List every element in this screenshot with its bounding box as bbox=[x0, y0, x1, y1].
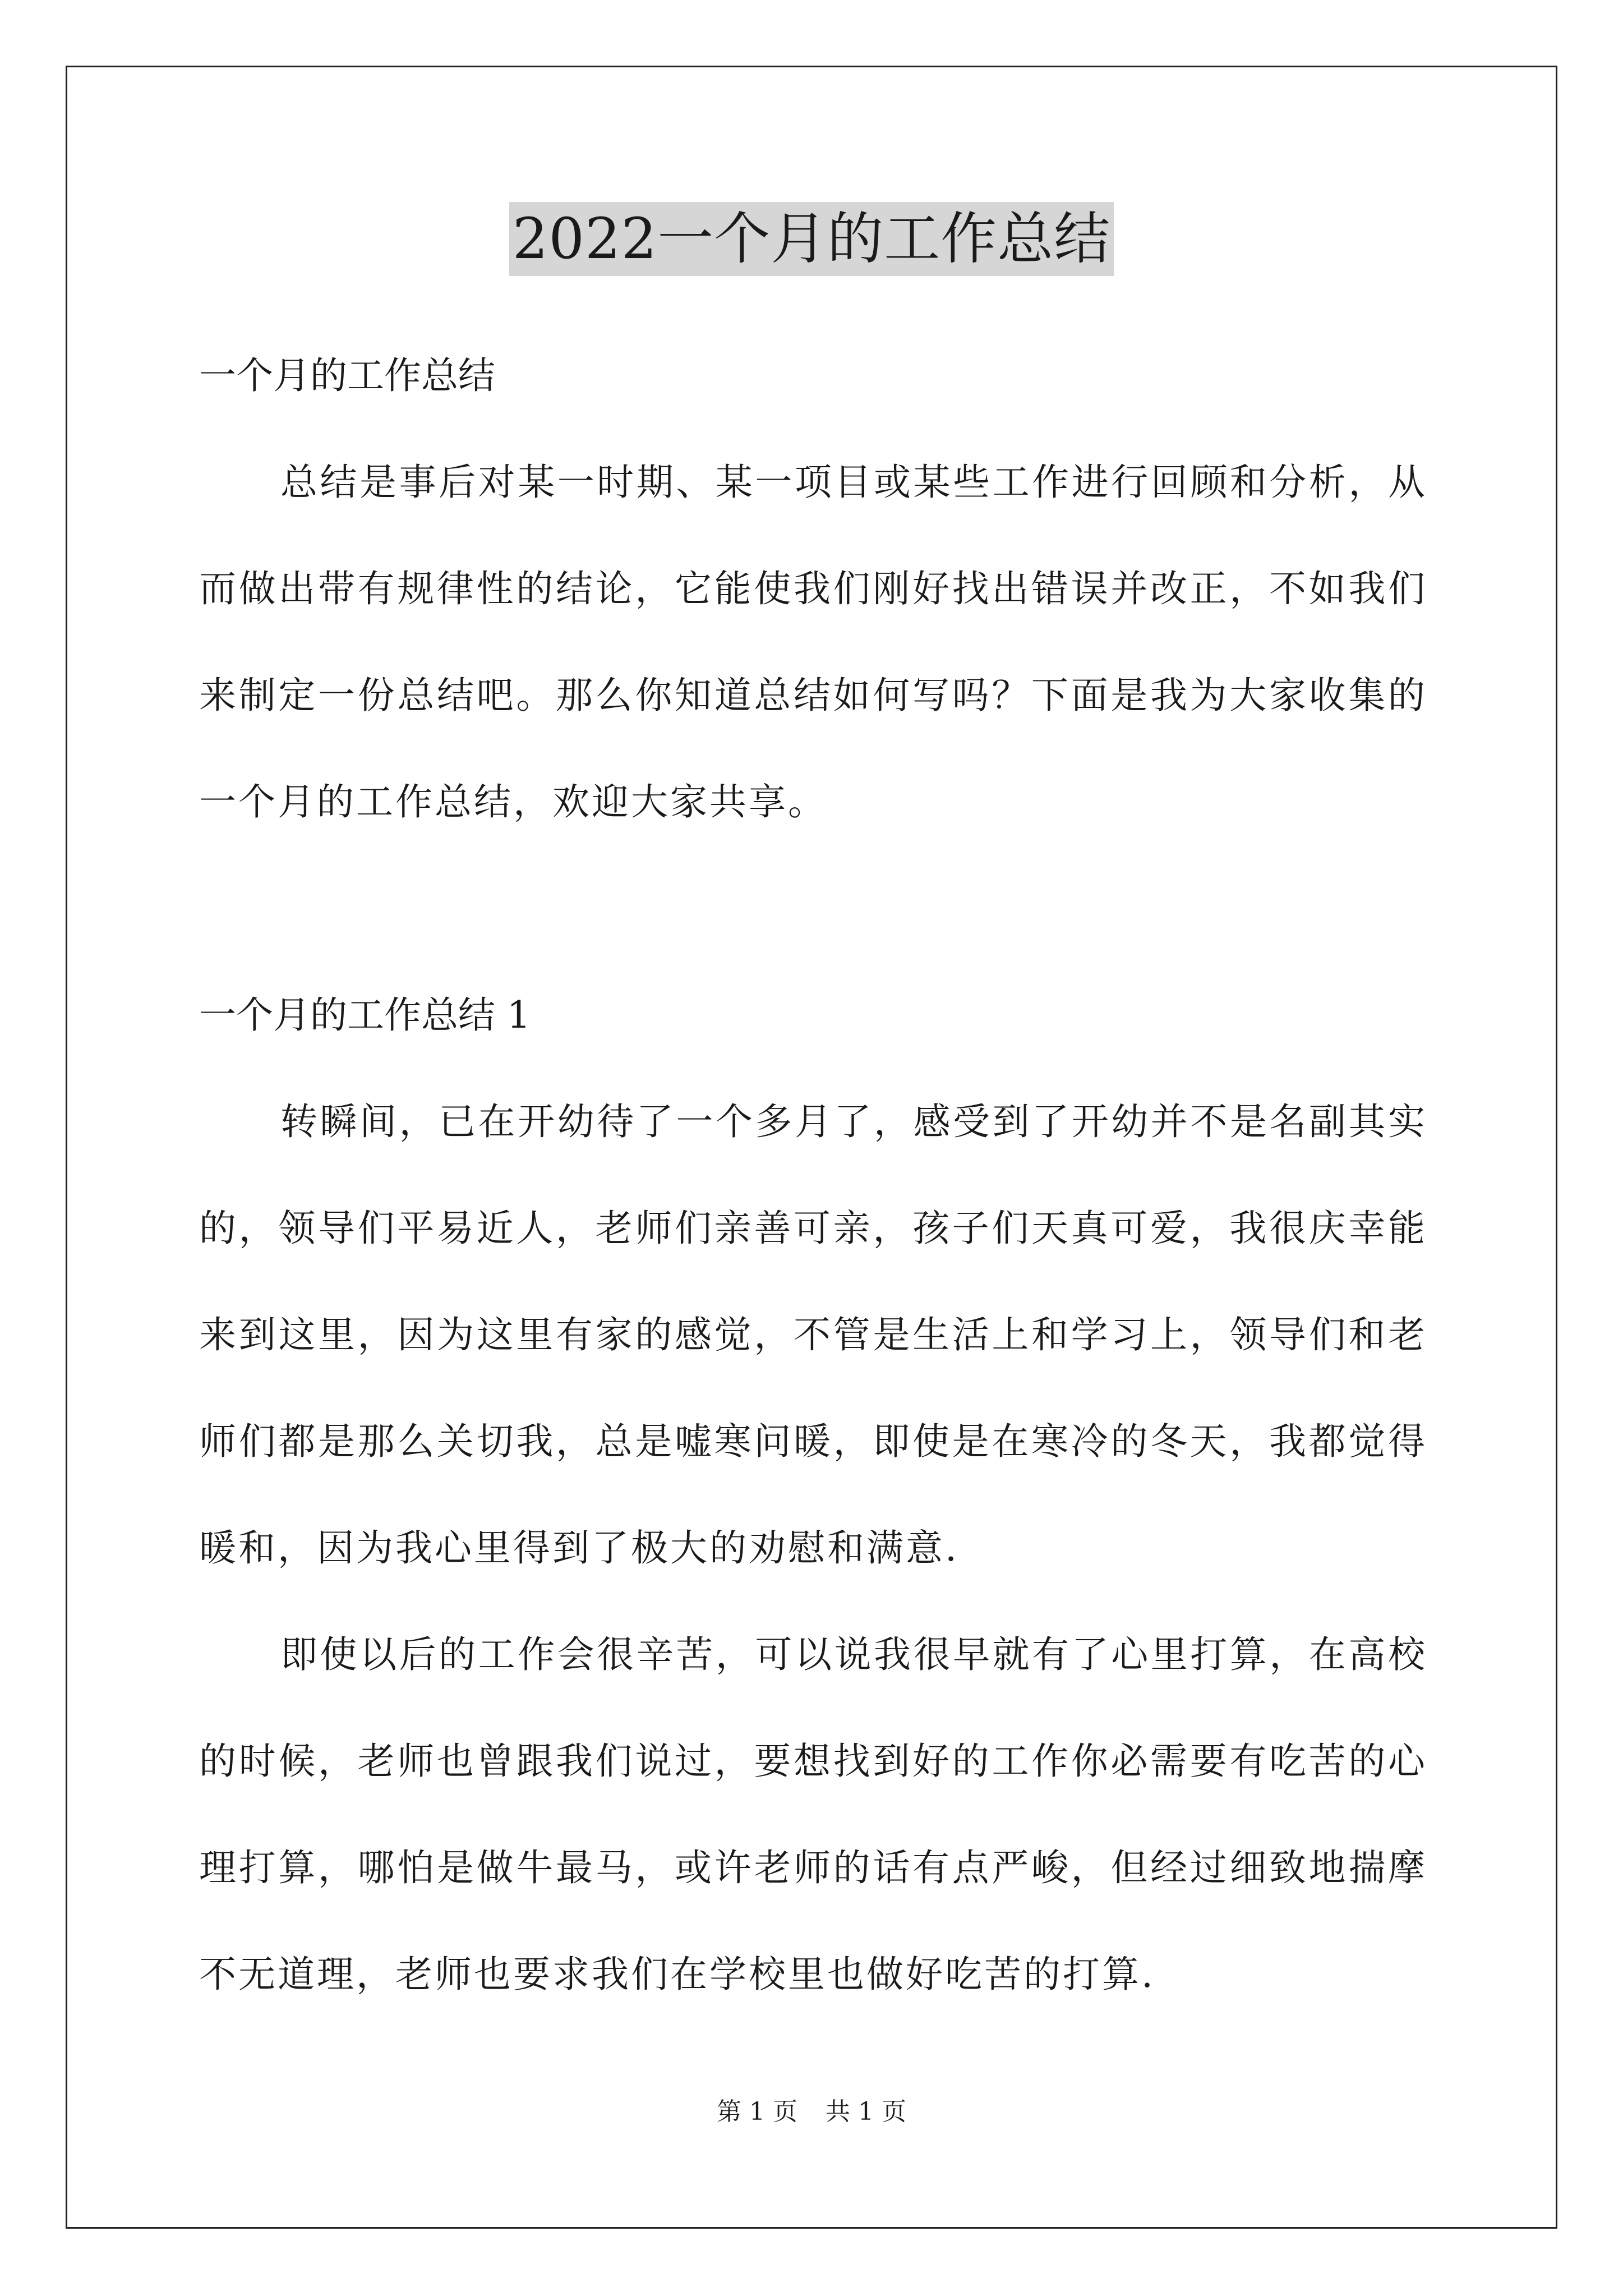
page-number: 第 1 页 bbox=[717, 2097, 797, 2126]
section1-paragraph-2: 即使以后的工作会很辛苦，可以说我很早就有了心里打算，在高校的时候，老师也曾跟我们说过，要想找到好的工作你必需要有吃苦的心理打算，哪怕是做牛最马，或许老师的话有点严峻，但经过细致地揣摩不无道理，老师也要求我们在学校里也做好吃苦的打算. bbox=[199, 1633, 1427, 1996]
page-total: 共 1 页 bbox=[826, 2097, 906, 2126]
section1-heading: 一个月的工作总结 1 bbox=[199, 993, 531, 1037]
intro-paragraph: 总结是事后对某一时期、某一项目或某些工作进行回顾和分析，从而做出带有规律性的结论，它能使我们刚好找出错误并改正，不如我们来制定一份总结吧。那么你知道总结如何写吗？下面是我为大家收集的一个月的工作总结，欢迎大家共享。 bbox=[199, 461, 1427, 823]
document-title-text: 2022一个月的工作总结 bbox=[509, 202, 1114, 276]
section-spacer bbox=[199, 855, 1427, 962]
section1-paragraph-1: 转瞬间，已在开幼待了一个多月了，感受到了开幼并不是名副其实的，领导们平易近人，老师们亲善可亲，孩子们天真可爱，我很庆幸能来到这里，因为这里有家的感觉，不管是生活上和学习上，领导们和老师们都是那么关切我，总是嘘寒问暖，即使是在寒冷的冬天，我都觉得暖和，因为我心里得到了极大的劝慰和满意. bbox=[199, 1100, 1427, 1570]
document-title bbox=[0, 202, 1623, 276]
intro-heading: 一个月的工作总结 bbox=[199, 354, 495, 397]
document-body bbox=[199, 323, 1427, 2028]
page-footer bbox=[0, 2095, 1623, 2129]
